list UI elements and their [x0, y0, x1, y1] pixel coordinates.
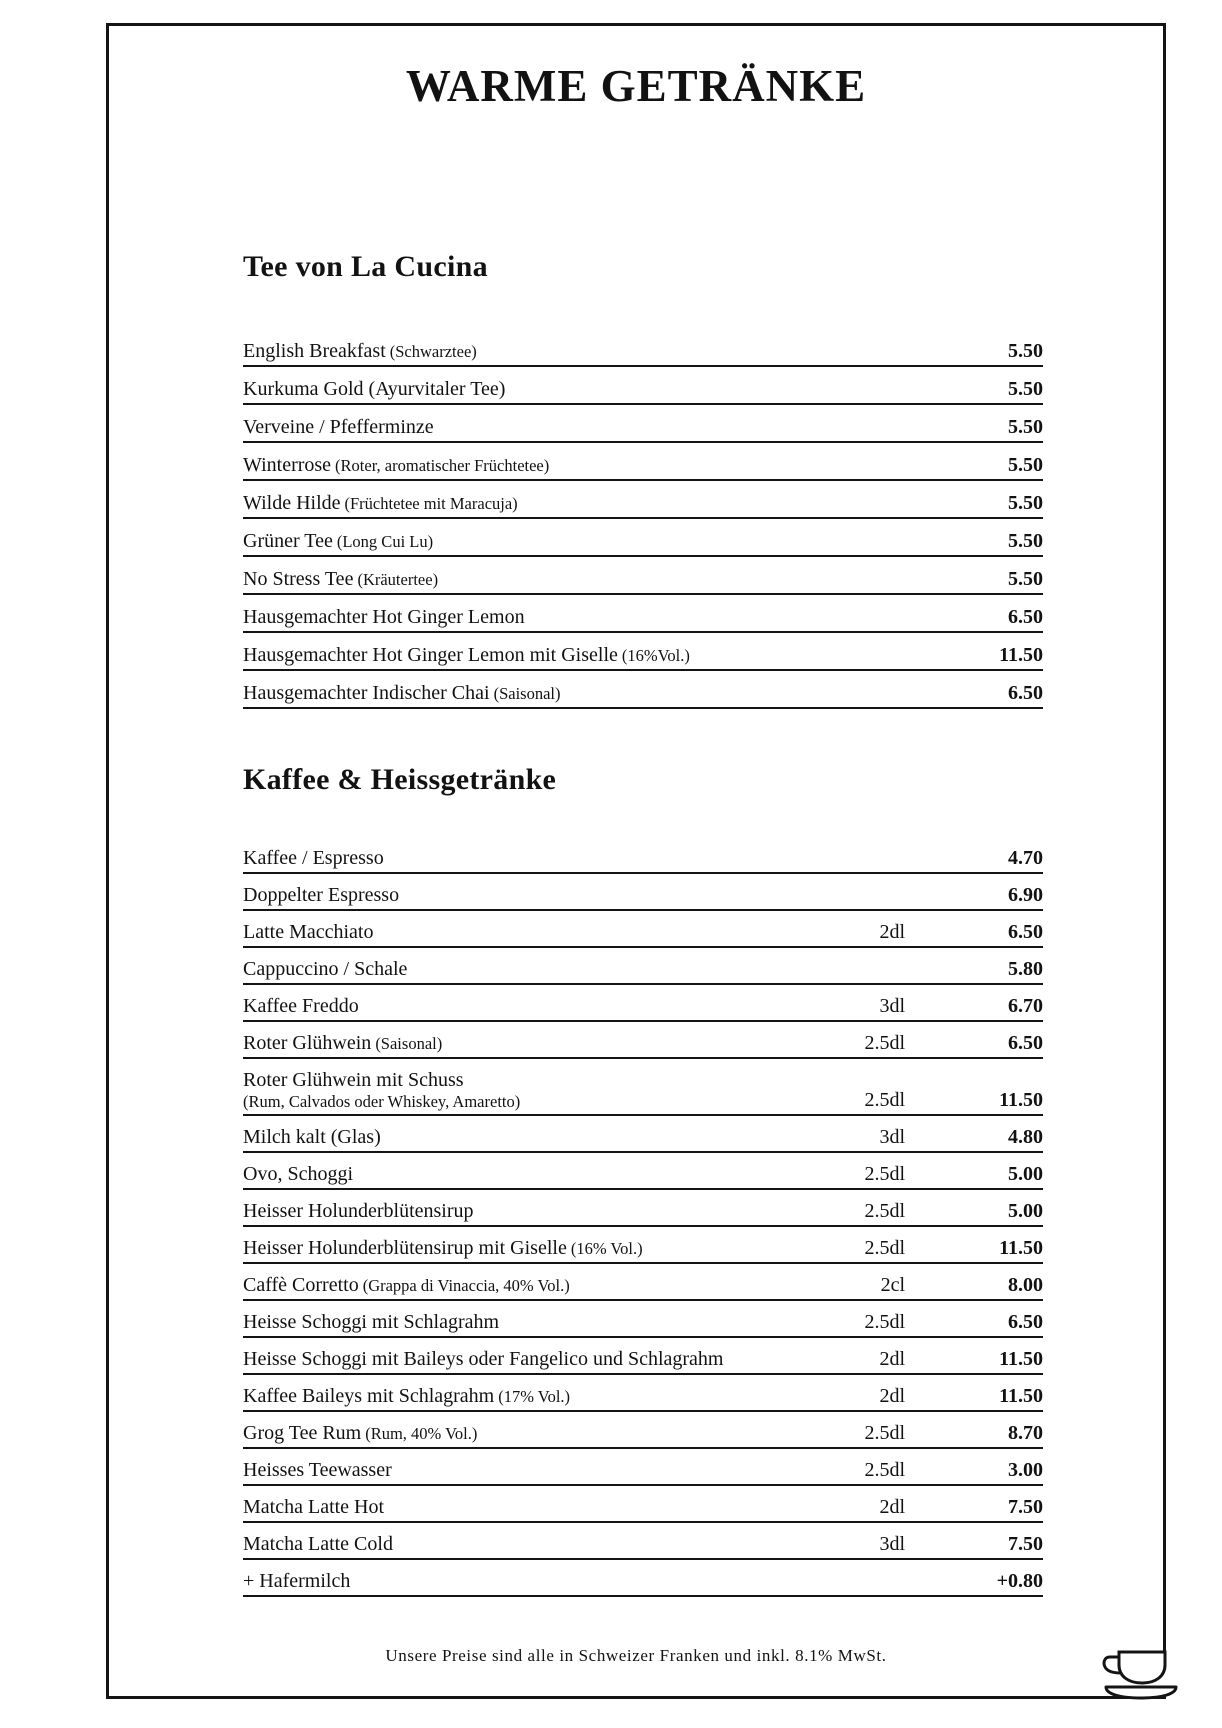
- section-items: [243, 329, 1043, 709]
- item-price: 5.50: [1008, 454, 1043, 476]
- item-name-text: Roter Glühwein mit Schuss: [243, 1069, 464, 1091]
- menu-item-row: [243, 911, 1043, 948]
- item-name: [243, 1385, 800, 1408]
- item-name-text: Cappuccino / Schale: [243, 958, 408, 980]
- menu-item-row: [243, 671, 1043, 709]
- menu-item-row: [243, 329, 1043, 367]
- item-name: [243, 1496, 800, 1519]
- item-price: 7.50: [1008, 1533, 1043, 1555]
- item-name: [243, 921, 800, 944]
- item-price: 11.50: [999, 1089, 1043, 1111]
- item-name-text: Winterrose: [243, 454, 332, 476]
- item-price: 4.80: [1008, 1126, 1043, 1148]
- item-name: [243, 416, 800, 439]
- item-note: (Saisonal): [493, 684, 561, 703]
- menu-item-row: [243, 1190, 1043, 1227]
- item-name: [243, 644, 800, 667]
- item-price: 7.50: [1008, 1496, 1043, 1518]
- menu-item-row: [243, 1560, 1043, 1597]
- item-name-text: Kaffee Baileys mit Schlagrahm: [243, 1385, 495, 1407]
- item-price: 6.50: [1008, 1311, 1043, 1333]
- menu-item-row: [243, 985, 1043, 1022]
- item-price: 6.50: [1008, 606, 1043, 628]
- item-price: 6.50: [1008, 1032, 1043, 1054]
- item-name: [243, 378, 800, 401]
- item-name: [243, 995, 800, 1018]
- item-name-text: Verveine / Pfefferminze: [243, 416, 434, 438]
- item-name-text: Doppelter Espresso: [243, 884, 400, 906]
- item-name: [243, 1459, 800, 1482]
- item-price: 3.00: [1008, 1459, 1043, 1481]
- item-name: [243, 847, 800, 870]
- item-price: 5.50: [1008, 530, 1043, 552]
- item-size: 2dl: [879, 1385, 905, 1407]
- coffee-cup-icon: [1092, 1642, 1187, 1704]
- item-name: [243, 492, 800, 515]
- item-name-text: Heisses Teewasser: [243, 1459, 392, 1481]
- menu-body: [243, 250, 1043, 1597]
- item-name: [243, 682, 800, 705]
- menu-item-row: [243, 1338, 1043, 1375]
- item-name: [243, 1237, 800, 1260]
- menu-item-row: [243, 948, 1043, 985]
- item-name: [243, 454, 800, 477]
- item-note: (Saisonal): [375, 1034, 443, 1053]
- item-size: 2.5dl: [864, 1311, 905, 1333]
- item-price: 5.80: [1008, 958, 1043, 980]
- item-name: [243, 958, 800, 981]
- menu-section: [243, 763, 1043, 1597]
- item-name: [243, 1348, 800, 1371]
- item-price: 6.50: [1008, 921, 1043, 943]
- menu-item-row: [243, 1375, 1043, 1412]
- item-price: +0.80: [996, 1570, 1043, 1592]
- item-price: 5.00: [1008, 1163, 1043, 1185]
- item-name-text: English Breakfast: [243, 340, 386, 362]
- item-size: 2.5dl: [864, 1032, 905, 1054]
- item-name: [243, 1311, 800, 1334]
- item-name-text: Roter Glühwein: [243, 1032, 372, 1054]
- menu-item-row: [243, 1022, 1043, 1059]
- section-heading: Kaffee & Heissgetränke: [243, 763, 557, 796]
- footer-note: Unsere Preise sind alle in Schweizer Franken und inkl. 8.1% MwSt.: [385, 1646, 887, 1665]
- item-name-text: Heisser Holunderblütensirup: [243, 1200, 474, 1222]
- item-note: (Roter, aromatischer Früchtetee): [335, 456, 550, 475]
- item-name: [243, 1069, 800, 1112]
- page-title: WARME GETRÄNKE: [405, 61, 867, 111]
- item-name-text: Grog Tee Rum: [243, 1422, 362, 1444]
- menu-item-row: [243, 1449, 1043, 1486]
- item-price: 5.50: [1008, 378, 1043, 400]
- item-name: [243, 1200, 800, 1223]
- item-price: 6.50: [1008, 682, 1043, 704]
- menu-item-row: [243, 837, 1043, 874]
- item-note: (Rum, 40% Vol.): [365, 1424, 478, 1443]
- item-price: 11.50: [999, 1237, 1043, 1259]
- menu-item-row: [243, 1301, 1043, 1338]
- item-name: [243, 1032, 800, 1055]
- item-note-line2: (Rum, Calvados oder Whiskey, Amaretto): [243, 1092, 521, 1111]
- item-size: 3dl: [879, 1533, 905, 1555]
- menu-item-row: [243, 1486, 1043, 1523]
- menu-item-row: [243, 405, 1043, 443]
- item-price: 5.50: [1008, 416, 1043, 438]
- item-name: [243, 884, 800, 907]
- item-name-text: Ovo, Schoggi: [243, 1163, 353, 1185]
- item-note: (Long Cui Lu): [336, 532, 434, 551]
- item-size: 2dl: [879, 1496, 905, 1518]
- cup-saucer: [1106, 1687, 1176, 1698]
- item-price: 6.70: [1008, 995, 1043, 1017]
- item-size: 2cl: [880, 1274, 905, 1296]
- item-size: 2.5dl: [864, 1200, 905, 1222]
- menu-item-row: [243, 1412, 1043, 1449]
- item-name-text: Hausgemachter Indischer Chai: [243, 682, 490, 704]
- item-name-text: Matcha Latte Hot: [243, 1496, 385, 1518]
- item-price: 5.50: [1008, 568, 1043, 590]
- item-size: 2.5dl: [864, 1237, 905, 1259]
- item-note: (16% Vol.): [570, 1239, 643, 1258]
- item-size: 2.5dl: [864, 1163, 905, 1185]
- item-name-text: Kaffee / Espresso: [243, 847, 384, 869]
- item-size: 2.5dl: [864, 1422, 905, 1444]
- item-note: (Grappa di Vinaccia, 40% Vol.): [362, 1276, 570, 1295]
- item-name: [243, 530, 800, 553]
- menu-item-row: [243, 443, 1043, 481]
- menu-item-row: [243, 874, 1043, 911]
- item-price: 5.50: [1008, 492, 1043, 514]
- item-size: 2dl: [879, 921, 905, 943]
- menu-item-row: [243, 1059, 1043, 1116]
- item-name: [243, 1570, 800, 1593]
- menu-item-row: [243, 1227, 1043, 1264]
- item-size: 2dl: [879, 1348, 905, 1370]
- item-name-text: + Hafermilch: [243, 1570, 351, 1592]
- item-size: 3dl: [879, 995, 905, 1017]
- item-price: 11.50: [999, 644, 1043, 666]
- item-name-text: Kaffee Freddo: [243, 995, 359, 1017]
- item-name: [243, 1126, 800, 1149]
- item-name-text: Wilde Hilde: [243, 492, 341, 514]
- menu-item-row: [243, 519, 1043, 557]
- item-note: (17% Vol.): [498, 1387, 571, 1406]
- menu-section: [243, 250, 1043, 709]
- menu-item-row: [243, 481, 1043, 519]
- item-name-text: Hausgemachter Hot Ginger Lemon: [243, 606, 525, 628]
- item-name: [243, 340, 800, 363]
- item-price: 6.90: [1008, 884, 1043, 906]
- item-name: [243, 1163, 800, 1186]
- item-note: (Schwarztee): [389, 342, 477, 361]
- item-name-text: No Stress Tee: [243, 568, 354, 590]
- item-note: (Kräutertee): [357, 570, 439, 589]
- item-price: 11.50: [999, 1385, 1043, 1407]
- item-name-text: Heisser Holunderblütensirup mit Giselle: [243, 1237, 567, 1259]
- menu-item-row: [243, 633, 1043, 671]
- menu-item-row: [243, 557, 1043, 595]
- item-name-text: Hausgemachter Hot Ginger Lemon mit Giselle: [243, 644, 618, 666]
- item-name-text: Grüner Tee: [243, 530, 333, 552]
- item-name-text: Heisse Schoggi mit Schlagrahm: [243, 1311, 500, 1333]
- menu-item-row: [243, 1153, 1043, 1190]
- item-note: (16%Vol.): [621, 646, 690, 665]
- item-name: [243, 1533, 800, 1556]
- section-items: [243, 837, 1043, 1597]
- menu-item-row: [243, 1523, 1043, 1560]
- item-name: [243, 1274, 800, 1297]
- item-price: 4.70: [1008, 847, 1043, 869]
- menu-sheet: [106, 23, 1166, 1699]
- item-name-text: Heisse Schoggi mit Baileys oder Fangelico und Schlagrahm: [243, 1348, 724, 1370]
- item-price: 5.50: [1008, 340, 1043, 362]
- item-note: (Früchtetee mit Maracuja): [344, 494, 518, 513]
- item-name-text: Kurkuma Gold (Ayurvitaler Tee): [243, 378, 506, 400]
- menu-item-row: [243, 367, 1043, 405]
- menu-item-row: [243, 1116, 1043, 1153]
- item-price: 8.70: [1008, 1422, 1043, 1444]
- cup-body: [1119, 1652, 1165, 1683]
- section-heading: Tee von La Cucina: [243, 250, 488, 283]
- item-name-text: Caffè Corretto: [243, 1274, 359, 1296]
- item-price: 5.00: [1008, 1200, 1043, 1222]
- item-size: 2.5dl: [864, 1459, 905, 1481]
- item-size: 3dl: [879, 1126, 905, 1148]
- menu-item-row: [243, 1264, 1043, 1301]
- item-price: 11.50: [999, 1348, 1043, 1370]
- menu-item-row: [243, 595, 1043, 633]
- item-name: [243, 568, 800, 591]
- item-name-text: Milch kalt (Glas): [243, 1126, 381, 1148]
- item-name: [243, 1422, 800, 1445]
- item-size: 2.5dl: [864, 1089, 905, 1111]
- item-name-text: Latte Macchiato: [243, 921, 374, 943]
- item-name-text: Matcha Latte Cold: [243, 1533, 393, 1555]
- item-name: [243, 606, 800, 629]
- item-price: 8.00: [1008, 1274, 1043, 1296]
